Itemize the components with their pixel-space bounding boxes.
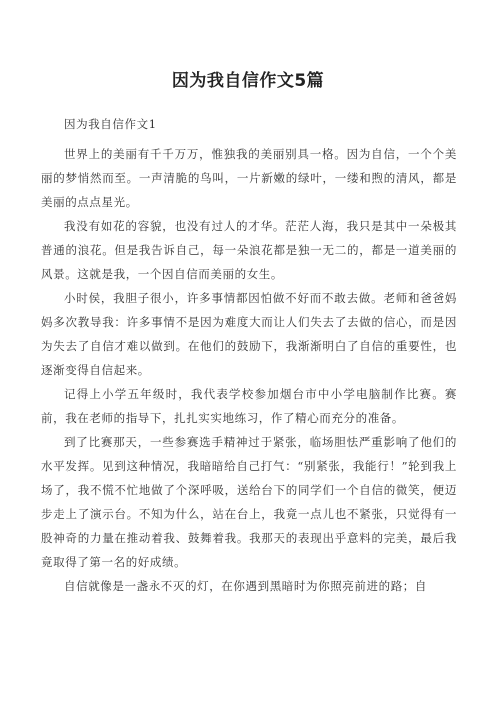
document-body [41, 112, 457, 598]
paragraph-5: 到了比赛那天，一些参赛选手精神过于紧张，临场胆怯严重影响了他们的水平发挥。见到这种情况，我暗暗给自己打气：“别紧张，我能行！”轮到我上场了，我不慌不忙地做了个深呼吸，送给台下的同学们一个自信的微笑，便迈步走上了演示台。不知为什么，站在台上，我竟一点儿也不紧张，只觉得有一股神奇的力量在推动着我、鼓舞着我。我那天的表现出乎意料的完美，最后我竟取得了第一名的好成绩。 [41, 435, 457, 569]
document-title: 因为我自信作文5篇 [171, 71, 325, 91]
essay-subtitle: 因为我自信作文1 [64, 117, 157, 131]
paragraph-6: 自信就像是一盏永不灭的灯，在你遇到黑暗时为你照亮前进的路；自 [64, 579, 427, 593]
paragraph-3: 小时侯，我胆子很小，许多事情都因怕做不好而不敢去做。老师和爸爸妈妈多次教导我：许多事情不是因为难度大而让人们失去了去做的信心，而是因为失去了自信才难以做到。在他们的鼓励下，我渐渐明白了自信的重要性，也逐渐变得自信起来。 [41, 291, 457, 377]
paragraph-4: 记得上小学五年级时，我代表学校参加烟台市中小学电脑制作比赛。赛前，我在老师的指导下，扎扎实实地练习，作了精心而充分的准备。 [41, 387, 457, 425]
paragraph-1: 世界上的美丽有千千万万，惟独我的美丽别具一格。因为自信，一个个美丽的梦悄然而至。一声清脆的鸟叫，一片新嫩的绿叶，一缕和煦的清风，都是美丽的点点星光。 [41, 147, 457, 209]
paragraph-2: 我没有如花的容貌，也没有过人的才华。茫茫人海，我只是其中一朵极其普通的浪花。但是我告诉自己，每一朵浪花都是独一无二的，都是一道美丽的风景。这就是我，一个因自信而美丽的女生。 [41, 219, 457, 281]
